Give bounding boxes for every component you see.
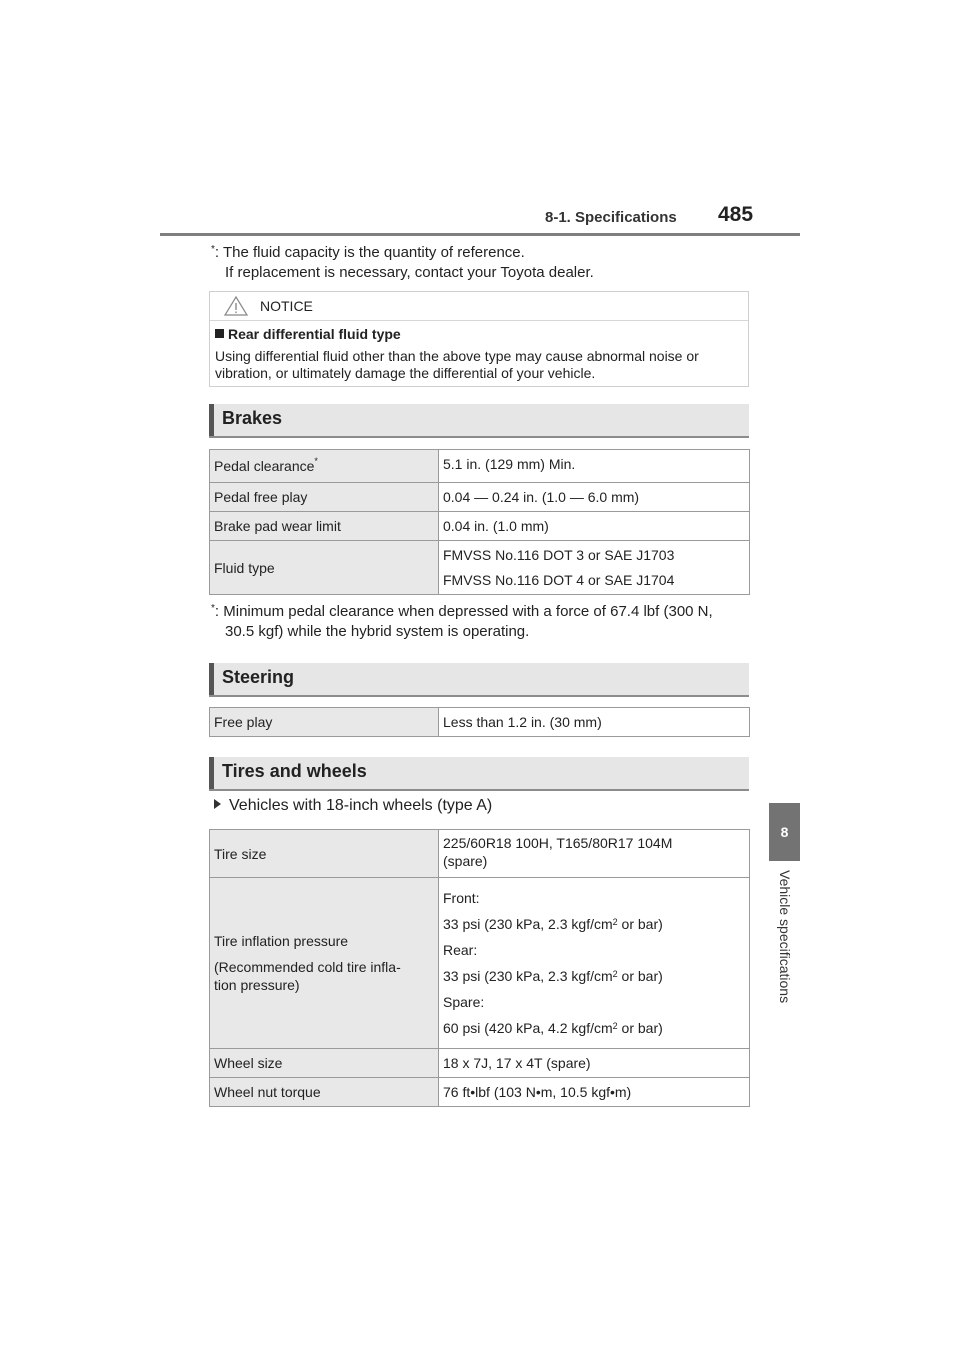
section-header-steering	[209, 663, 749, 697]
fluid-note	[211, 243, 594, 283]
section-title-steering: Steering	[222, 667, 295, 687]
fluid-note-line2: If replacement is necessary, contact your Toyota dealer.	[225, 264, 594, 281]
footnote-marker: *	[211, 603, 215, 614]
notice-box	[209, 291, 749, 387]
steering-table	[209, 707, 750, 737]
brakes-footnote: *: Minimum pedal clearance when depressed with a force of 67.4 lbf (300 N, 30.5 kgf) while the hybrid system is operating.	[211, 603, 713, 640]
table-row	[210, 450, 750, 483]
chapter-label: Vehicle specifications	[776, 870, 793, 1004]
spec-value: 76 ft•lbf (103 N•m, 10.5 kgf•m)	[439, 1078, 750, 1107]
page-number: 485	[718, 203, 754, 226]
square-bullet-icon	[215, 329, 224, 338]
spec-value: 225/60R18 100H, T165/80R17 104M (spare)	[439, 830, 750, 878]
notice-header	[210, 292, 748, 321]
spec-label: Brake pad wear limit	[210, 512, 439, 541]
spec-label: Wheel nut torque	[210, 1078, 439, 1107]
section-title: 8-1. Specifications	[545, 209, 677, 226]
section-title-brakes: Brakes	[222, 408, 283, 428]
table-row	[210, 541, 750, 595]
section-header-brakes	[209, 404, 749, 438]
table-row	[210, 1078, 750, 1107]
notice-body: Using differential fluid other than the above type may cause abnormal noise or vibration, or ultimately damage the differential of your vehicle.	[215, 348, 699, 381]
header-rule	[160, 233, 800, 236]
tires-table	[209, 829, 750, 1107]
chapter-label-wrap	[769, 870, 800, 1040]
tires-subheading: Vehicles with 18-inch wheels (type A)	[214, 797, 492, 815]
section-accent-bar	[209, 663, 214, 695]
spec-value: 18 x 7J, 17 x 4T (spare)	[439, 1049, 750, 1078]
table-row	[210, 830, 750, 878]
section-accent-bar	[209, 757, 214, 789]
spec-value: FMVSS No.116 DOT 3 or SAE J1703 FMVSS No.116 DOT 4 or SAE J1704	[439, 541, 750, 595]
section-header-tires	[209, 757, 749, 791]
table-row	[210, 708, 750, 737]
spec-label: Free play	[210, 708, 439, 737]
spec-value: 0.04 — 0.24 in. (1.0 — 6.0 mm)	[439, 483, 750, 512]
triangle-bullet-icon	[214, 799, 221, 809]
table-row	[210, 1049, 750, 1078]
brakes-table	[209, 449, 750, 595]
warning-triangle-icon	[224, 296, 248, 316]
spec-value: 5.1 in. (129 mm) Min.	[439, 450, 750, 483]
spec-value: 0.04 in. (1.0 mm)	[439, 512, 750, 541]
notice-title: Rear differential fluid type	[215, 326, 401, 342]
table-row	[210, 483, 750, 512]
section-accent-bar	[209, 404, 214, 436]
spec-value: Front: 33 psi (230 kPa, 2.3 kgf/$cm^2$ or bar) Rear: 33 psi (230 kPa, 2.3 kgf/$cm^2$ or bar) Spare: 60 psi (420 kPa, 4.2 kgf/$cm^2$ or bar)	[439, 878, 750, 1049]
spec-label: Pedal free play	[210, 483, 439, 512]
footnote-marker: *	[211, 244, 215, 255]
table-row	[210, 512, 750, 541]
spec-label: Wheel size	[210, 1049, 439, 1078]
spec-label: Tire size	[210, 830, 439, 878]
section-title-tires: Tires and wheels	[222, 761, 367, 781]
spec-label: Tire inflation pressure (Recommended cold tire infla- tion pressure)	[210, 878, 439, 1049]
spec-value: Less than 1.2 in. (30 mm)	[439, 708, 750, 737]
fluid-note-line1: : The fluid capacity is the quantity of reference.	[214, 244, 525, 261]
spec-label: Fluid type	[210, 541, 439, 595]
chapter-number: 8	[780, 824, 789, 840]
spec-label: Pedal clearance*	[210, 450, 439, 483]
table-row	[210, 878, 750, 1049]
chapter-tab	[769, 803, 800, 861]
notice-label: NOTICE	[260, 298, 313, 314]
